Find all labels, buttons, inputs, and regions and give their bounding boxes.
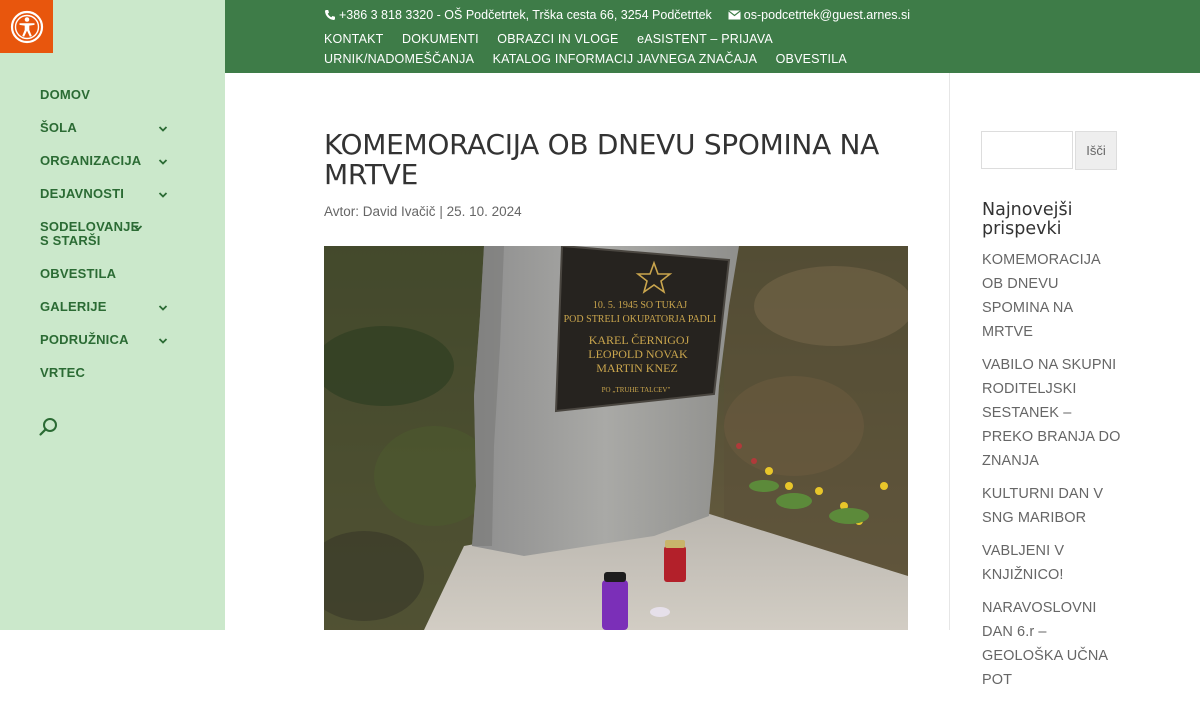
search-icon[interactable]	[38, 416, 60, 438]
top-nav-kontakt[interactable]: KONTAKT	[324, 32, 384, 46]
top-nav-obvestila[interactable]: OBVESTILA	[775, 52, 847, 66]
chevron-down-icon[interactable]	[157, 189, 169, 201]
nav-item-label: SODELOVANJE S STARŠI	[40, 219, 140, 248]
nav-item-sodelovanje[interactable]	[40, 220, 150, 248]
phone-address-text: +386 3 818 3320 - OŠ Podčetrtek, Trška cesta 66, 3254 Podčetrtek	[339, 8, 712, 22]
author-link[interactable]: David Ivačič	[362, 204, 436, 219]
plaque-line: MARTIN KNEZ	[596, 361, 678, 375]
top-navigation	[324, 29, 944, 69]
recent-posts-list	[982, 248, 1122, 701]
plaque-line: POD STRELI OKUPATORJA PADLI	[563, 314, 717, 325]
featured-image	[324, 246, 908, 630]
post-meta	[324, 204, 522, 219]
search-input[interactable]	[981, 131, 1073, 169]
recent-post-link[interactable]: KULTURNI DAN V SNG MARIBOR	[982, 486, 1104, 526]
nav-item-label: DOMOV	[40, 87, 91, 102]
author-prefix: Avtor:	[324, 204, 363, 219]
recent-posts-title: Najnovejši prispevki	[982, 200, 1073, 239]
left-sidebar	[0, 0, 225, 630]
nav-item-vrtec[interactable]	[40, 366, 175, 380]
nav-item-label: ORGANIZACIJA	[40, 153, 142, 168]
nav-item-sola[interactable]	[40, 121, 175, 135]
nav-item-label: ŠOLA	[40, 120, 77, 135]
contact-info	[324, 8, 910, 22]
search-button[interactable]: Išči	[1075, 131, 1117, 170]
nav-item-label: GALERIJE	[40, 299, 107, 314]
top-nav-obrazci[interactable]: OBRAZCI IN VLOGE	[497, 32, 619, 46]
top-nav-easistent[interactable]: eASISTENT – PRIJAVA	[637, 32, 773, 46]
top-nav-urnik[interactable]: URNIK/NADOMEŠČANJA	[324, 52, 475, 66]
plaque-line: PO „TRUHE TALCEV"	[601, 386, 671, 394]
plaque-line: 10. 5. 1945 SO TUKAJ	[592, 300, 688, 311]
meta-separator: |	[435, 204, 447, 219]
nav-item-label: OBVESTILA	[40, 266, 117, 281]
plaque-line: KAREL ČERNIGOJ	[588, 333, 690, 347]
accessibility-icon	[10, 10, 44, 44]
nav-item-label: DEJAVNOSTI	[40, 186, 125, 201]
recent-post-link[interactable]: VABILO NA SKUPNI RODITELJSKI SESTANEK – PREKO BRANJA DO ZNANJA	[982, 357, 1121, 469]
nav-item-dejavnosti[interactable]	[40, 187, 175, 201]
column-divider	[949, 73, 950, 630]
email-link[interactable]: os-podcetrtek@guest.arnes.si	[743, 8, 911, 22]
nav-item-obvestila[interactable]	[40, 267, 175, 281]
post-title: KOMEMORACIJA OB DNEVU SPOMINA NA MRTVE	[324, 128, 880, 191]
phone-icon	[324, 9, 336, 21]
nav-item-label: PODRUŽNICA	[40, 332, 129, 347]
chevron-down-icon[interactable]	[157, 335, 169, 347]
recent-post-link[interactable]: VABLJENI V KNJIŽNICO!	[982, 543, 1065, 583]
chevron-down-icon[interactable]	[132, 222, 144, 234]
chevron-down-icon[interactable]	[157, 123, 169, 135]
plaque-line: LEOPOLD NOVAK	[588, 347, 688, 361]
recent-post-link[interactable]: KOMEMORACIJA OB DNEVU SPOMINA NA MRTVE	[982, 252, 1101, 340]
top-header	[225, 0, 1200, 73]
top-nav-dokumenti[interactable]: DOKUMENTI	[402, 32, 479, 46]
nav-item-organizacija[interactable]	[40, 154, 175, 168]
chevron-down-icon[interactable]	[157, 302, 169, 314]
post-date: 25. 10. 2024	[446, 204, 522, 219]
memorial-photo	[324, 246, 908, 630]
accessibility-button[interactable]	[0, 0, 53, 53]
nav-item-domov[interactable]	[40, 88, 175, 102]
chevron-down-icon[interactable]	[157, 156, 169, 168]
recent-post-link[interactable]: NARAVOSLOVNI DAN 6.r – GEOLOŠKA UČNA POT	[982, 600, 1108, 688]
nav-item-galerije[interactable]	[40, 300, 175, 314]
nav-item-podruznica[interactable]	[40, 333, 175, 347]
nav-item-label: VRTEC	[40, 365, 86, 380]
envelope-icon	[728, 9, 741, 21]
top-nav-katalog[interactable]: KATALOG INFORMACIJ JAVNEGA ZNAČAJA	[492, 52, 758, 66]
